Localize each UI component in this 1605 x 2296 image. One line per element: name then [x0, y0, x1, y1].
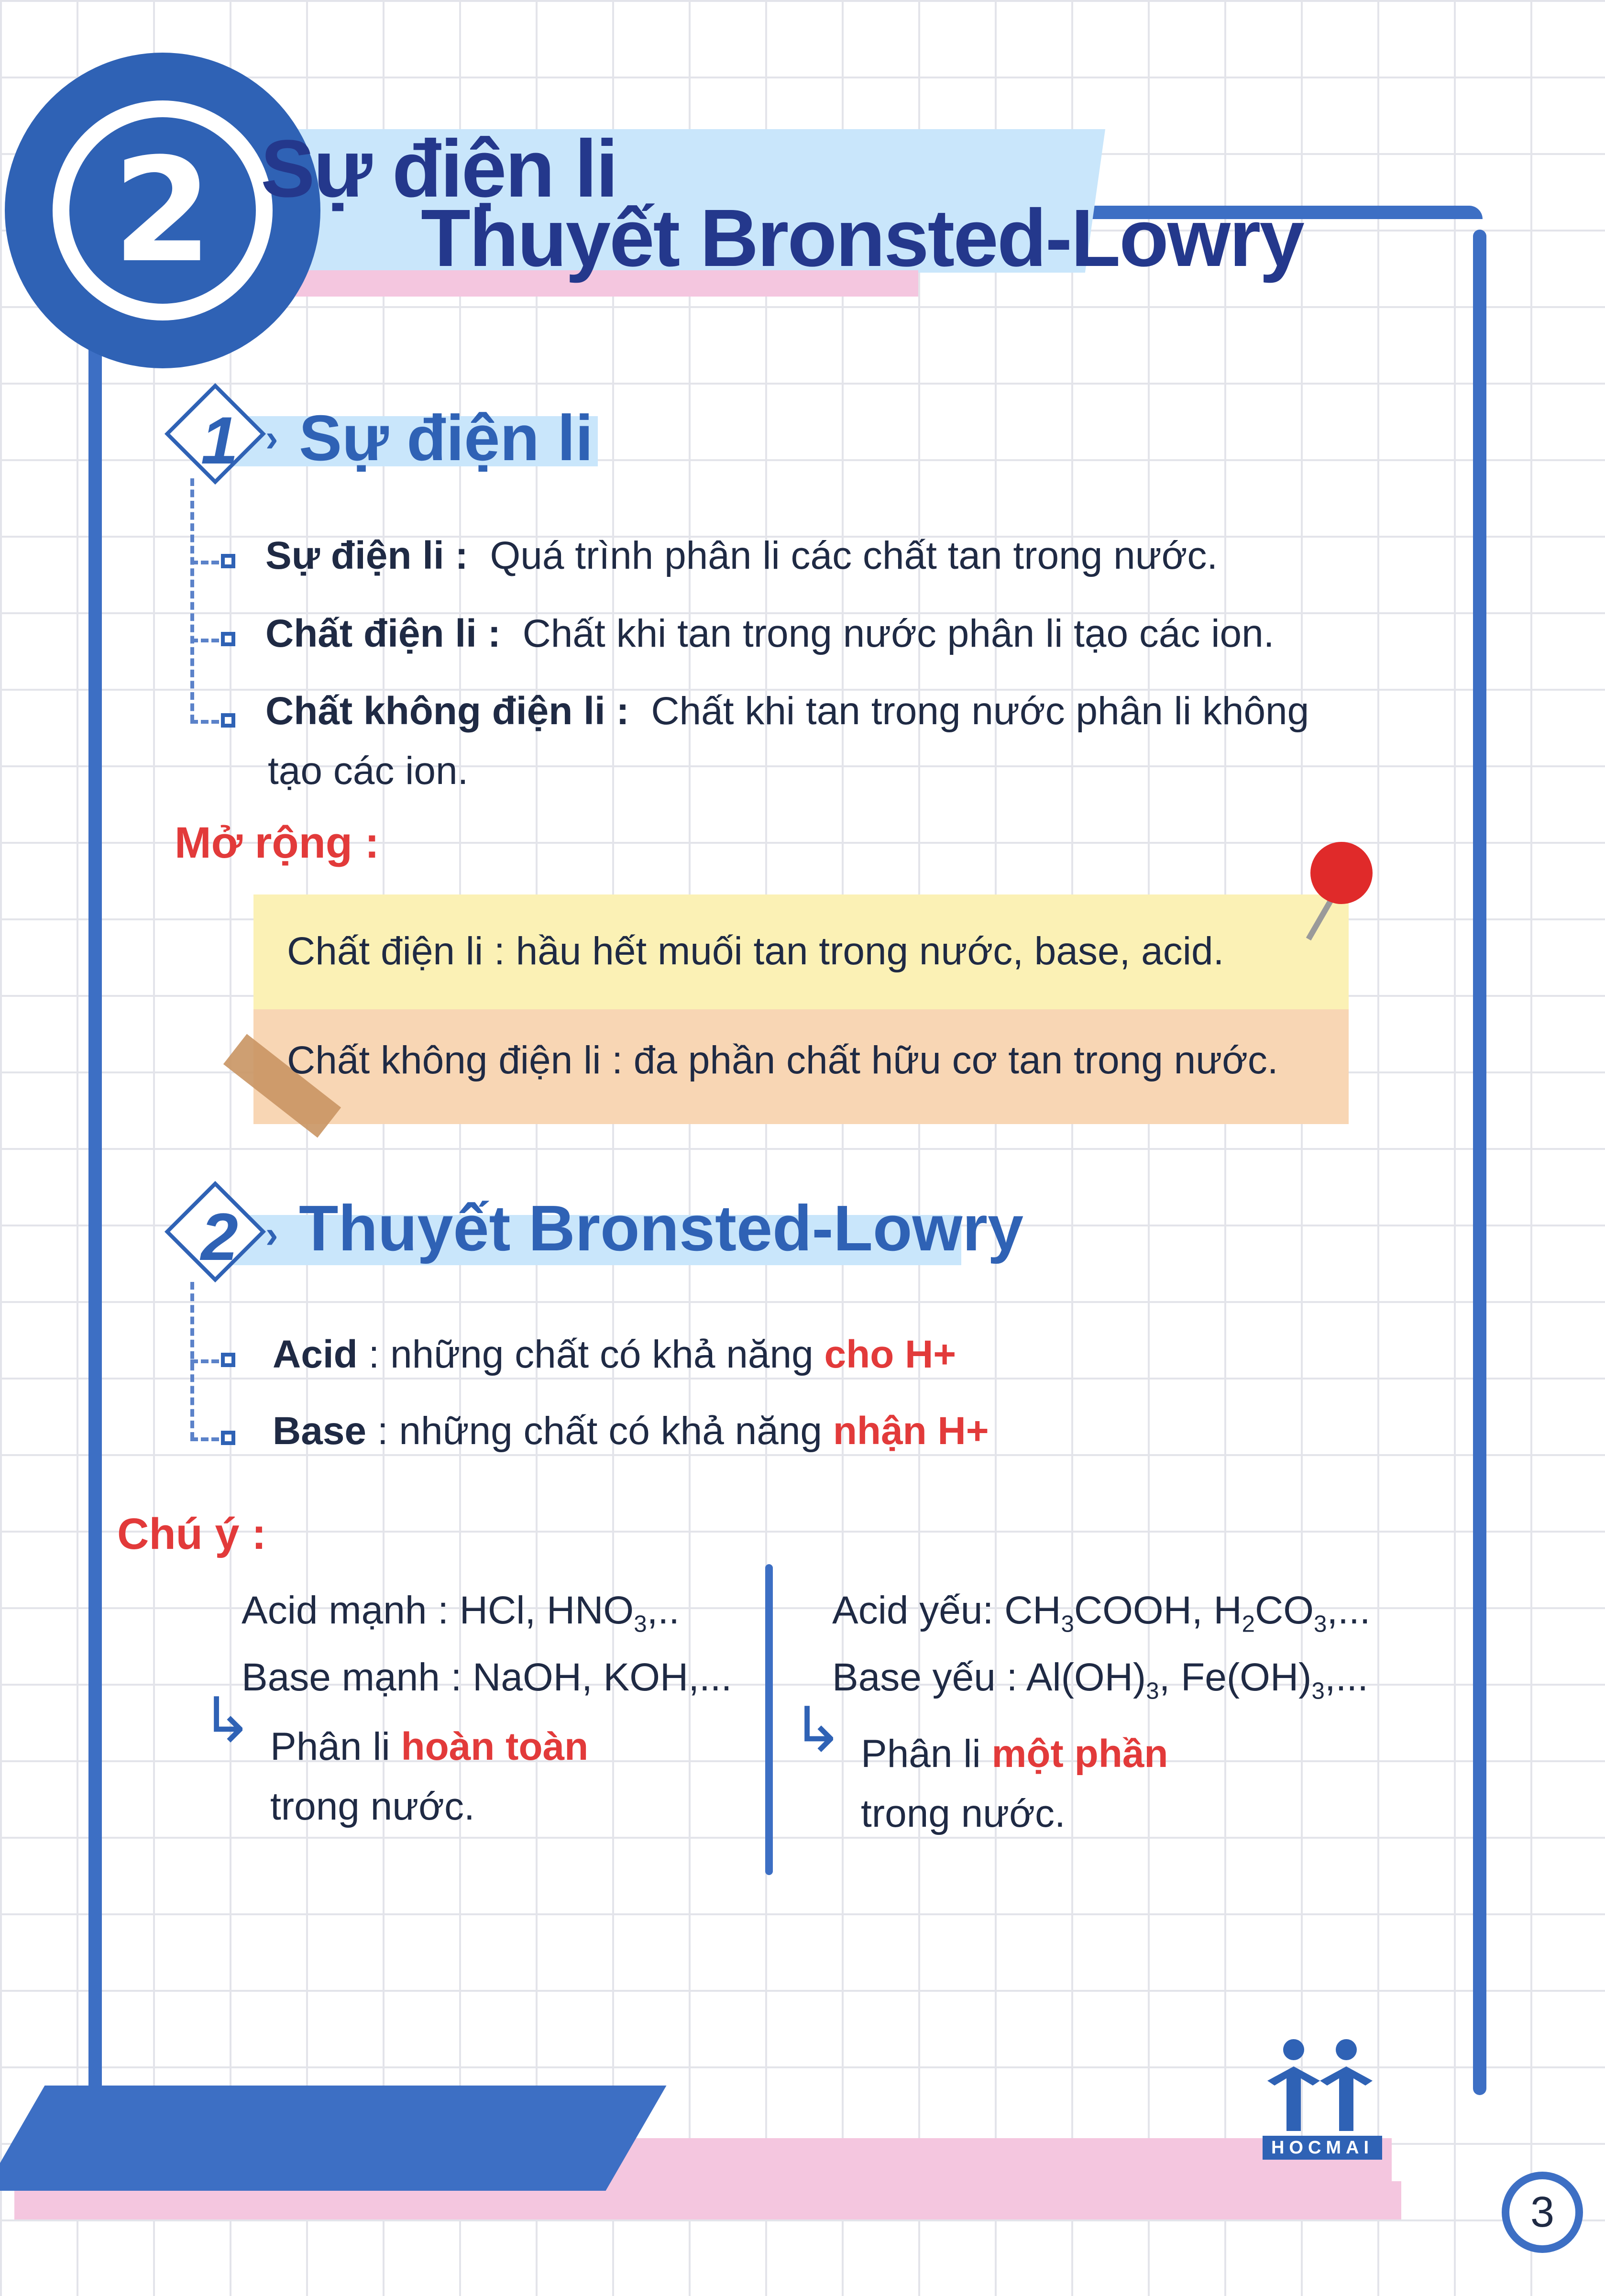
- page-number: 3: [1502, 2172, 1583, 2253]
- strong-acids: Acid mạnh : HCl, $HNO_3$,..: [242, 1589, 680, 1637]
- tree-branch: [190, 1359, 219, 1363]
- page-frame-left: [88, 287, 102, 2100]
- list-item: Chất điện li : Chất khi tan trong nước phân li tạo các ion.: [265, 612, 1275, 655]
- section-number: 2: [69, 117, 256, 304]
- tree-branch: [190, 561, 219, 564]
- extend-label: Mở rộng :: [175, 818, 380, 867]
- acid-definition: Acid : những chất có khả năng cho H+: [273, 1333, 956, 1376]
- curved-arrow-icon: ↳: [792, 1695, 844, 1765]
- chevron-right-icon: ›: [265, 417, 278, 459]
- bullet-square: [221, 713, 235, 728]
- weak-acids: Acid yếu: $CH_3COOH$, $H_2CO_3$,...: [832, 1589, 1371, 1637]
- page-frame-right: [1473, 230, 1486, 2095]
- bullet-square: [221, 1431, 235, 1445]
- strong-bases: Base mạnh : NaOH, KOH,...: [242, 1656, 732, 1699]
- weak-result-cont: trong nước.: [861, 1792, 1066, 1835]
- strong-result-cont: trong nước.: [270, 1785, 475, 1828]
- pushpin-icon: [1310, 842, 1373, 904]
- base-definition: Base : những chất có khả năng nhận H+: [273, 1409, 989, 1453]
- page-title-line1: Sự điện li: [261, 123, 617, 214]
- tree-line: [190, 478, 194, 722]
- note-electrolyte: Chất điện li : hầu hết muối tan trong nước, base, acid.: [287, 929, 1224, 973]
- bullet-square: [221, 1353, 235, 1367]
- list-item-continued: tạo các ion.: [268, 749, 469, 793]
- section1-title: Sự điện li: [299, 402, 594, 474]
- weak-result: Phân li một phần: [861, 1732, 1168, 1776]
- strong-result: Phân li hoàn toàn: [270, 1725, 589, 1768]
- chevron-right-icon: ›: [265, 1213, 278, 1256]
- list-item: Sự điện li : Quá trình phân li các chất tan trong nước.: [265, 534, 1218, 577]
- tree-branch: [190, 720, 219, 724]
- section1-number: 1: [201, 403, 238, 478]
- column-divider: [765, 1564, 773, 1875]
- curved-arrow-icon: ↳: [201, 1685, 253, 1755]
- weak-bases: Base yếu : $Al(OH)_3$, $Fe(OH)_3$,...: [832, 1656, 1368, 1704]
- bullet-square: [221, 554, 235, 568]
- list-item: Chất không điện li : Chất khi tan trong nước phân li không: [265, 689, 1309, 733]
- note-nonelectrolyte: Chất không điện li : đa phần chất hữu cơ tan trong nước.: [287, 1038, 1278, 1082]
- tree-branch: [190, 1437, 219, 1441]
- note-label: Chú ý :: [117, 1510, 266, 1558]
- tree-branch: [190, 639, 219, 642]
- section2-number: 2: [201, 1199, 238, 1274]
- footer-blue-band: [0, 2086, 667, 2191]
- bullet-square: [221, 632, 235, 646]
- section2-title: Thuyết Bronsted-Lowry: [299, 1192, 1024, 1264]
- page-title-line2: Thuyết Bronsted-Lowry: [421, 193, 1303, 284]
- hocmai-logo-text: HOCMAI: [1263, 2136, 1382, 2160]
